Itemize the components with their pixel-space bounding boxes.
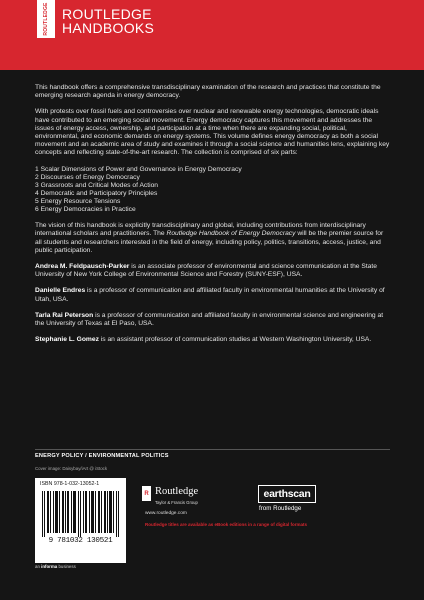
header-band xyxy=(0,0,424,70)
editor-bio xyxy=(35,312,390,328)
editor-bio xyxy=(35,263,390,279)
ebook-note: Routledge titles are available as eBook editions in a range of digital formats xyxy=(145,522,308,527)
part-item: 1 Scalar Dimensions of Power and Governance in Energy Democracy xyxy=(35,165,242,173)
part-item: 4 Democratic and Participatory Principles xyxy=(35,189,158,197)
routledge-logo-tab xyxy=(37,0,55,38)
editor-bio xyxy=(35,287,390,303)
editor-name: Andrea M. Feldpausch-Parker xyxy=(35,263,130,270)
routledge-logo-icon xyxy=(142,486,151,501)
editor-bio xyxy=(35,336,390,344)
editor-name: Stephanie L. Gomez xyxy=(35,336,99,344)
part-item: 2 Discourses of Energy Democracy xyxy=(35,173,140,181)
vision-text-start: The vision of this handbook is explicitly transdisciplinary and global, including contributions from interdisciplinary international scholars and practitioners. The xyxy=(35,222,366,238)
logo-tab-text: ROUTLEDGE xyxy=(43,2,49,36)
editor-bio-text: is a professor of communication and affiliated faculty in environmental humanities at the University of Utah, USA. xyxy=(35,287,385,303)
publisher-url: www.routledge.com xyxy=(145,511,187,516)
cover-image-credit: Cover image: Daisybay/iArt @ iStock xyxy=(35,466,108,471)
editor-name: Tarla Rai Peterson xyxy=(35,311,94,319)
earthscan-logo xyxy=(258,485,316,503)
series-title-line2: HANDBOOKS xyxy=(62,20,155,36)
editor-bio-text: is an assistant professor of communication studies at Western Washington University, USA. xyxy=(98,336,372,344)
footer-divider xyxy=(35,449,390,450)
informa-brand: informa xyxy=(41,564,58,569)
series-title-line1: ROUTLEDGE xyxy=(62,6,152,22)
subject-category: ENERGY POLICY / ENVIRONMENTAL POLITICS xyxy=(35,453,169,459)
handbook-title: Routledge Handbook of Energy Democracy xyxy=(166,230,296,238)
routledge-logo-letter: R xyxy=(144,490,149,497)
back-cover-text xyxy=(35,84,390,352)
series-title xyxy=(62,7,154,35)
informa-suffix: business xyxy=(57,564,76,569)
isbn-text: ISBN 978-1-032-13052-1 xyxy=(40,481,100,487)
barcode-number: 9 781032 130521 xyxy=(48,537,113,545)
part-item: 3 Grassroots and Critical Modes of Action xyxy=(35,181,159,189)
description-paragraph: With protests over fossil fuels and controversies over nuclear and renewable energy technologies, democratic ideals have contributed to an emerging social movement. Energy democracy captures this movement and addresses the issues of energy access, ownership, and participation at a time when there are expanding social, political, environmental, and economic demands on energy systems. This volume defines energy democracy as both a social movement and an academic area of study and examines it through a social science and humanities lens, explaining key concepts and reflecting state-of-the-art research. The collection is comprised of six parts: xyxy=(35,108,390,157)
vision-paragraph xyxy=(35,222,390,255)
part-item: 6 Energy Democracies in Practice xyxy=(35,206,136,214)
vision-text-end: will be the premier source for all students and researchers interested in the field of energy, including policy, politics, transitions, access, justice, and public participation. xyxy=(35,230,384,254)
editor-name: Danielle Endres xyxy=(35,287,86,295)
publisher-group: Taylor & Francis Group xyxy=(155,500,198,505)
isbn-barcode xyxy=(35,478,126,563)
editor-bio-text: is an associate professor of environmental and science communication at the State University of New York College of Environmental Science and Forestry (SUNY-ESF), USA. xyxy=(35,263,377,279)
intro-paragraph: This handbook offers a comprehensive transdisciplinary examination of the research and practices that constitute the emerging research agenda in energy democracy. xyxy=(35,84,381,100)
publisher-name: Routledge xyxy=(155,486,199,497)
part-item: 5 Energy Resource Tensions xyxy=(35,198,121,205)
earthscan-imprint: from Routledge xyxy=(259,505,302,512)
barcode-icon xyxy=(40,491,121,537)
informa-prefix: an xyxy=(35,564,42,569)
informa-business xyxy=(35,564,76,569)
editor-bio-text: is a professor of communication and affiliated faculty in environmental science and engineering at the University of Texas at El Paso, USA. xyxy=(35,311,384,328)
parts-list xyxy=(35,166,390,215)
earthscan-logo-text: earthscan xyxy=(263,488,311,500)
